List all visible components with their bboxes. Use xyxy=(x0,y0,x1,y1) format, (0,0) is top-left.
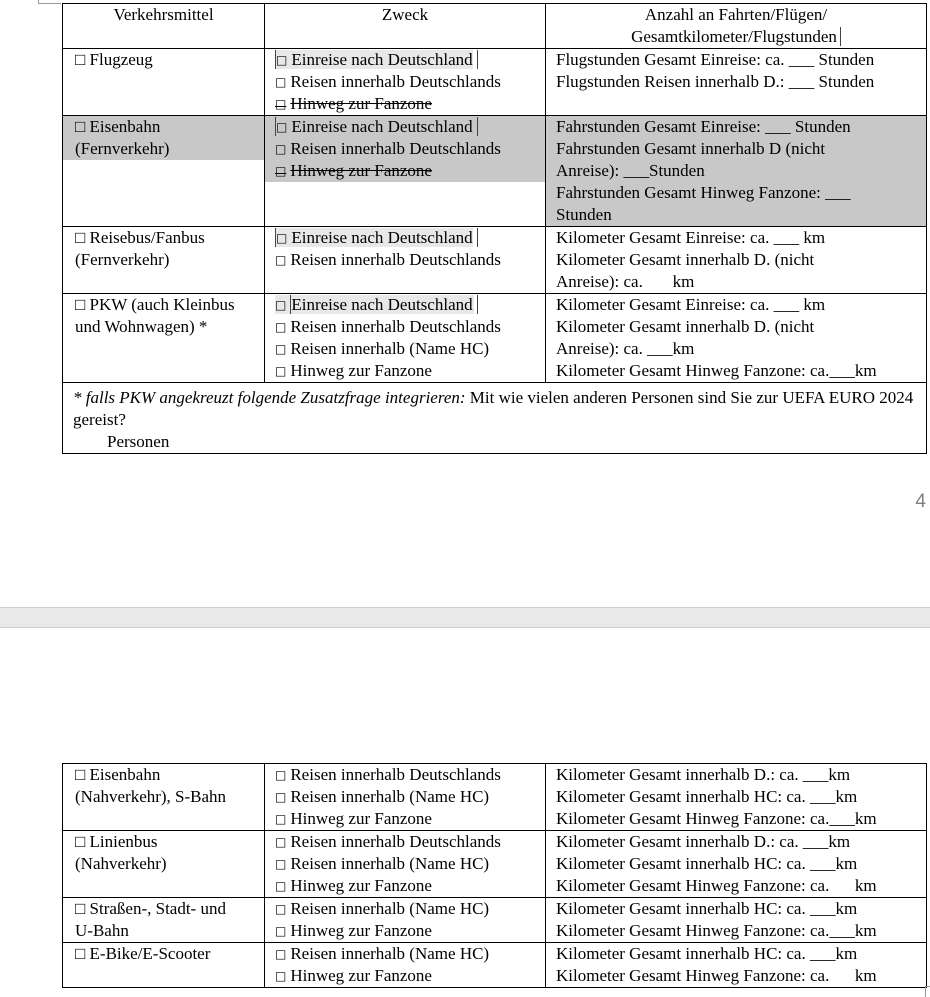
count-cell[interactable]: Kilometer Gesamt innerhalb HC: ca. ___km Kilometer Gesamt Hinweg Fanzone: ca.___km xyxy=(546,898,927,943)
count-cell[interactable]: Kilometer Gesamt innerhalb HC: ca. ___km Kilometer Gesamt Hinweg Fanzone: ca. km xyxy=(546,943,927,988)
note-row xyxy=(63,383,927,454)
count-cell[interactable]: Kilometer Gesamt innerhalb D.: ca. ___km Kilometer Gesamt innerhalb HC: ca. ___km Kilometer Gesamt Hinweg Fanzone: ca.___km xyxy=(546,764,927,831)
purpose-cell[interactable]: □ Reisen innerhalb Deutschlands □ Reisen innerhalb (Name HC) □ Hinweg zur Fanzone xyxy=(265,831,546,898)
table-header-row xyxy=(63,4,927,49)
mode-cell[interactable]: □ Linienbus (Nahverkehr) xyxy=(63,831,265,898)
header-verkehrsmittel: Verkehrsmittel xyxy=(63,4,265,49)
mode-cell[interactable]: □ PKW (auch Kleinbus und Wohnwagen) * xyxy=(63,294,265,383)
purpose-cell[interactable]: □ Einreise nach Deutschland □ Reisen innerhalb Deutschlands □ Reisen innerhalb (Name HC) □ Hinweg zur Fanzone xyxy=(265,294,546,383)
mode-cell[interactable]: □ E-Bike/E-Scooter xyxy=(63,943,265,988)
page-corner-mark xyxy=(925,986,930,997)
pkw-followup-note[interactable]: * falls PKW angekreuzt folgende Zusatzfrage integrieren: Mit wie vielen anderen Personen sind Sie zur UEFA EURO 2024 gereist? Personen xyxy=(63,383,927,454)
purpose-cell[interactable]: □ Reisen innerhalb Deutschlands □ Reisen innerhalb (Name HC) □ Hinweg zur Fanzone xyxy=(265,764,546,831)
mode-cell[interactable]: □ Eisenbahn (Nahverkehr), S-Bahn xyxy=(63,764,265,831)
count-cell[interactable]: Flugstunden Gesamt Einreise: ca. ___ Stunden Flugstunden Reisen innerhalb D.: ___ Stunden xyxy=(546,49,927,116)
table-row xyxy=(63,943,927,988)
page-number: 4 xyxy=(915,491,926,512)
local-transport-table xyxy=(62,763,927,988)
table-row xyxy=(63,227,927,294)
table-row xyxy=(63,764,927,831)
page-corner-mark xyxy=(38,0,61,4)
table-row xyxy=(63,294,927,383)
transport-table xyxy=(62,3,927,454)
count-cell[interactable]: Kilometer Gesamt innerhalb D.: ca. ___km Kilometer Gesamt innerhalb HC: ca. ___km Kilometer Gesamt Hinweg Fanzone: ca. km xyxy=(546,831,927,898)
mode-cell[interactable]: □ Flugzeug xyxy=(63,49,265,116)
page-break-gap xyxy=(0,607,930,628)
purpose-cell[interactable]: □ Einreise nach Deutschland □ Reisen innerhalb Deutschlands □ Hinweg zur Fanzone xyxy=(265,116,546,227)
mode-cell[interactable]: □ Eisenbahn (Fernverkehr) xyxy=(63,116,265,227)
purpose-cell[interactable]: □ Einreise nach Deutschland □ Reisen innerhalb Deutschlands xyxy=(265,227,546,294)
purpose-cell[interactable]: □ Reisen innerhalb (Name HC) □ Hinweg zur Fanzone xyxy=(265,943,546,988)
mode-cell[interactable]: □ Reisebus/Fanbus (Fernverkehr) xyxy=(63,227,265,294)
document-page-5 xyxy=(0,628,930,996)
table-row xyxy=(63,116,927,227)
count-cell[interactable]: Kilometer Gesamt Einreise: ca. ___ km Kilometer Gesamt innerhalb D. (nicht Anreise): ca. ___km Kilometer Gesamt Hinweg Fanzone: ca.___km xyxy=(546,294,927,383)
table-row xyxy=(63,831,927,898)
purpose-cell[interactable]: □ Einreise nach Deutschland □ Reisen innerhalb Deutschlands □ Hinweg zur Fanzone xyxy=(265,49,546,116)
header-zweck: Zweck xyxy=(265,4,546,49)
header-anzahl: Anzahl an Fahrten/Flügen/ Gesamtkilometer/Flugstunden xyxy=(546,4,927,49)
table-row xyxy=(63,49,927,116)
count-cell[interactable]: Kilometer Gesamt Einreise: ca. ___ km Kilometer Gesamt innerhalb D. (nicht Anreise): ca. km xyxy=(546,227,927,294)
mode-cell[interactable]: □ Straßen-, Stadt- und U-Bahn xyxy=(63,898,265,943)
count-cell[interactable]: Fahrstunden Gesamt Einreise: ___ Stunden Fahrstunden Gesamt innerhalb D (nicht Anreise): ___Stunden Fahrstunden Gesamt Hinweg Fanzone: ___ Stunden xyxy=(546,116,927,227)
table-row xyxy=(63,898,927,943)
purpose-cell[interactable]: □ Reisen innerhalb (Name HC) □ Hinweg zur Fanzone xyxy=(265,898,546,943)
